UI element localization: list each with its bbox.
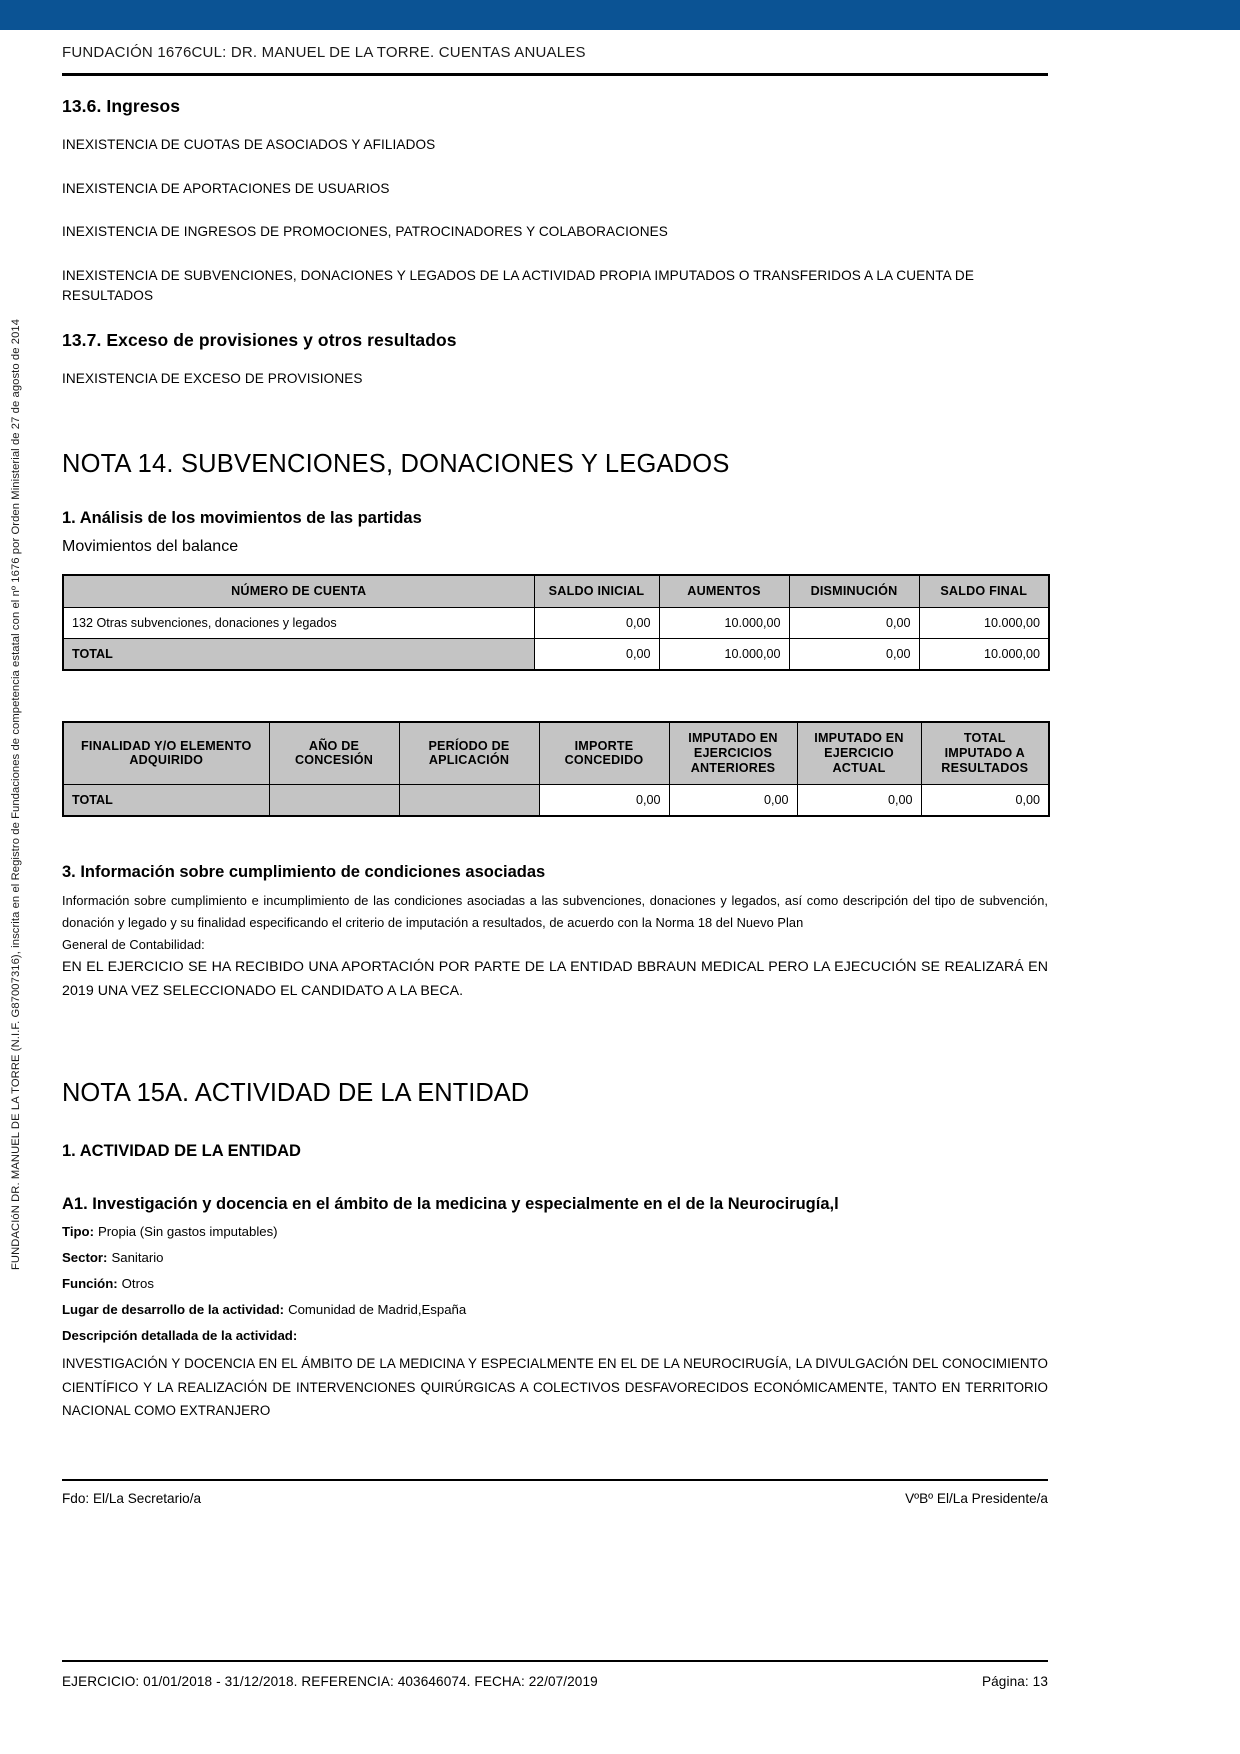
nota-14-title: NOTA 14. SUBVENCIONES, DONACIONES Y LEGADOS bbox=[62, 450, 730, 479]
movimientos-balance-table bbox=[62, 574, 1050, 671]
cell-total-label: TOTAL bbox=[63, 784, 269, 816]
activity-field-funcion bbox=[62, 1275, 1048, 1293]
signature-president: VºBº El/La Presidente/a bbox=[905, 1490, 1048, 1506]
cell-saldo-final: 10.000,00 bbox=[919, 608, 1049, 639]
activity-field-tipo-label: Tipo: bbox=[62, 1224, 94, 1240]
cell-total-imputado-anteriores: 0,00 bbox=[669, 784, 797, 816]
nota-14-subsection-3-detail: EN EL EJERCICIO SE HA RECIBIDO UNA APORTACIÓN POR PARTE DE LA ENTIDAD BBRAUN MEDICAL PERO LA EJECUCIÓN SE REALIZARÁ EN 2019 UNA VEZ SELECCIONADO EL CANDIDATO A LA BECA. bbox=[62, 958, 1048, 999]
activity-a1-title: A1. Investigación y docencia en el ámbito de la medicina y especialmente en el de la Neurocirugía,l bbox=[62, 1195, 839, 1214]
activity-field-sector-label: Sector: bbox=[62, 1250, 108, 1266]
col-importe-concedido: IMPORTE CONCEDIDO bbox=[539, 722, 669, 784]
nota-14-subsection-1-heading: 1. Análisis de los movimientos de las partidas bbox=[62, 509, 422, 528]
table-header-row bbox=[63, 722, 1049, 784]
activity-description-label bbox=[62, 1327, 1048, 1345]
table-row bbox=[63, 608, 1049, 639]
activity-description-label-text: Descripción detallada de la actividad: bbox=[62, 1327, 298, 1343]
signature-secretary: Fdo: El/La Secretario/a bbox=[62, 1490, 202, 1506]
col-aumentos: AUMENTOS bbox=[659, 575, 789, 607]
page-content bbox=[62, 44, 1048, 1506]
section-13-6-line-3: INEXISTENCIA DE INGRESOS DE PROMOCIONES, PATROCINADORES Y COLABORACIONES bbox=[62, 224, 668, 240]
activity-field-lugar-value: Comunidad de Madrid,España bbox=[288, 1301, 467, 1317]
col-saldo-final: SALDO FINAL bbox=[919, 575, 1049, 607]
table-total-row bbox=[63, 639, 1049, 671]
activity-field-lugar-label: Lugar de desarrollo de la actividad: bbox=[62, 1301, 285, 1317]
table-total-row bbox=[63, 784, 1049, 816]
signature-divider bbox=[62, 1479, 1048, 1481]
cell-total-saldo-inicial: 0,00 bbox=[534, 639, 659, 671]
footer-row bbox=[62, 1674, 1048, 1689]
nota-14-subsection-3-heading: 3. Información sobre cumplimiento de condiciones asociadas bbox=[62, 862, 546, 881]
cell-aumentos: 10.000,00 bbox=[659, 608, 789, 639]
cell-cuenta: 132 Otras subvenciones, donaciones y legados bbox=[63, 608, 534, 639]
activity-field-tipo bbox=[62, 1223, 1048, 1241]
nota-14-subsection-3-paragraph: Información sobre cumplimiento e incumplimiento de las condiciones asociadas a las subvenciones, donaciones y legados, así como descripción del tipo de subvención, donación y legado y su finalidad especificando el criterio de imputación a resultados, de acuerdo con la Norma 18 del Nuevo Plan bbox=[62, 892, 1048, 930]
signature-row bbox=[62, 1491, 1048, 1506]
col-anio-concesion: AÑO DE CONCESIÓN bbox=[269, 722, 399, 784]
page-footer bbox=[62, 1660, 1048, 1689]
section-13-6-line-1: INEXISTENCIA DE CUOTAS DE ASOCIADOS Y AFILIADOS bbox=[62, 137, 436, 152]
cell-total-saldo-final: 10.000,00 bbox=[919, 639, 1049, 671]
activity-field-lugar bbox=[62, 1301, 1048, 1319]
cell-saldo-inicial: 0,00 bbox=[534, 608, 659, 639]
nota-15a-title: NOTA 15A. ACTIVIDAD DE LA ENTIDAD bbox=[62, 1079, 530, 1108]
col-numero-cuenta: NÚMERO DE CUENTA bbox=[63, 575, 534, 607]
cell-total-imputado-actual: 0,00 bbox=[797, 784, 921, 816]
activity-field-funcion-label: Función: bbox=[62, 1276, 118, 1291]
footer-page-number: Página: 13 bbox=[981, 1674, 1048, 1689]
col-periodo-aplicacion: PERÍODO DE APLICACIÓN bbox=[399, 722, 539, 784]
cell-total-label: TOTAL bbox=[63, 639, 534, 671]
footer-exercise-info: EJERCICIO: 01/01/2018 - 31/12/2018. REFERENCIA: 403646074. FECHA: 22/07/2019 bbox=[62, 1674, 598, 1689]
header-blue-band bbox=[0, 0, 1240, 30]
cell-total-anio bbox=[269, 784, 399, 816]
col-imputado-ejercicios-anteriores: IMPUTADO EN EJERCICIOS ANTERIORES bbox=[669, 722, 797, 784]
cell-total-periodo bbox=[399, 784, 539, 816]
cell-disminucion: 0,00 bbox=[789, 608, 919, 639]
vertical-registry-note: FUNDACIóN DR. MANUEL DE LA TORRE (N.I.F. G87007316), inscrita en el Registro de Fundaciones de competencia estatal con el nº 1676 por Orden Ministerial de 27 de agosto de 2014 bbox=[10, 318, 22, 1270]
nota-15a-subsection-1-heading: 1. ACTIVIDAD DE LA ENTIDAD bbox=[62, 1142, 301, 1161]
header-divider bbox=[62, 73, 1048, 76]
col-saldo-inicial: SALDO INICIAL bbox=[534, 575, 659, 607]
document-title: FUNDACIÓN 1676CUL: DR. MANUEL DE LA TORRE. CUENTAS ANUALES bbox=[62, 44, 586, 61]
cell-total-aumentos: 10.000,00 bbox=[659, 639, 789, 671]
finalidad-elemento-table bbox=[62, 721, 1050, 817]
section-13-7-line-1: INEXISTENCIA DE EXCESO DE PROVISIONES bbox=[62, 370, 363, 386]
activity-field-sector bbox=[62, 1249, 1048, 1267]
cell-total-importe-concedido: 0,00 bbox=[539, 784, 669, 816]
col-finalidad: FINALIDAD Y/O ELEMENTO ADQUIRIDO bbox=[63, 722, 269, 784]
activity-description-text: INVESTIGACIÓN Y DOCENCIA EN EL ÁMBITO DE LA MEDICINA Y ESPECIALMENTE EN EL DE LA NEUROCIRUGÍA, LA DIVULGACIÓN DEL CONOCIMIENTO CIENTÍFICO Y LA REALIZACIÓN DE INTERVENCIONES QUIRÚRGICAS A COLECTIVOS DESFAVORECIDOS ECONÓMICAMENTE, TANTO EN TERRITORIO NACIONAL COMO EXTRANJERO bbox=[62, 1356, 1048, 1419]
table-header-row bbox=[63, 575, 1049, 607]
col-total-imputado-resultados: TOTAL IMPUTADO A RESULTADOS bbox=[921, 722, 1049, 784]
nota-14-subsection-1-subtitle: Movimientos del balance bbox=[62, 538, 239, 556]
nota-14-subsection-3-paragraph-tail: General de Contabilidad: bbox=[62, 936, 205, 952]
section-13-6-heading: 13.6. Ingresos bbox=[62, 96, 181, 116]
col-imputado-ejercicio-actual: IMPUTADO EN EJERCICIO ACTUAL bbox=[797, 722, 921, 784]
activity-field-funcion-value: Otros bbox=[121, 1276, 154, 1291]
activity-field-sector-value: Sanitario bbox=[111, 1250, 164, 1266]
footer-divider bbox=[62, 1660, 1048, 1662]
cell-total-disminucion: 0,00 bbox=[789, 639, 919, 671]
cell-total-imputado-resultados: 0,00 bbox=[921, 784, 1049, 816]
section-13-6-line-4: INEXISTENCIA DE SUBVENCIONES, DONACIONES Y LEGADOS DE LA ACTIVIDAD PROPIA IMPUTADOS O TRANSFERIDOS A LA CUENTA DE RESULTADOS bbox=[62, 268, 974, 303]
col-disminucion: DISMINUCIÓN bbox=[789, 575, 919, 607]
activity-field-tipo-value: Propia (Sin gastos imputables) bbox=[97, 1224, 278, 1240]
section-13-6-line-2: INEXISTENCIA DE APORTACIONES DE USUARIOS bbox=[62, 180, 390, 196]
section-13-7-heading: 13.7. Exceso de provisiones y otros resultados bbox=[62, 329, 457, 350]
